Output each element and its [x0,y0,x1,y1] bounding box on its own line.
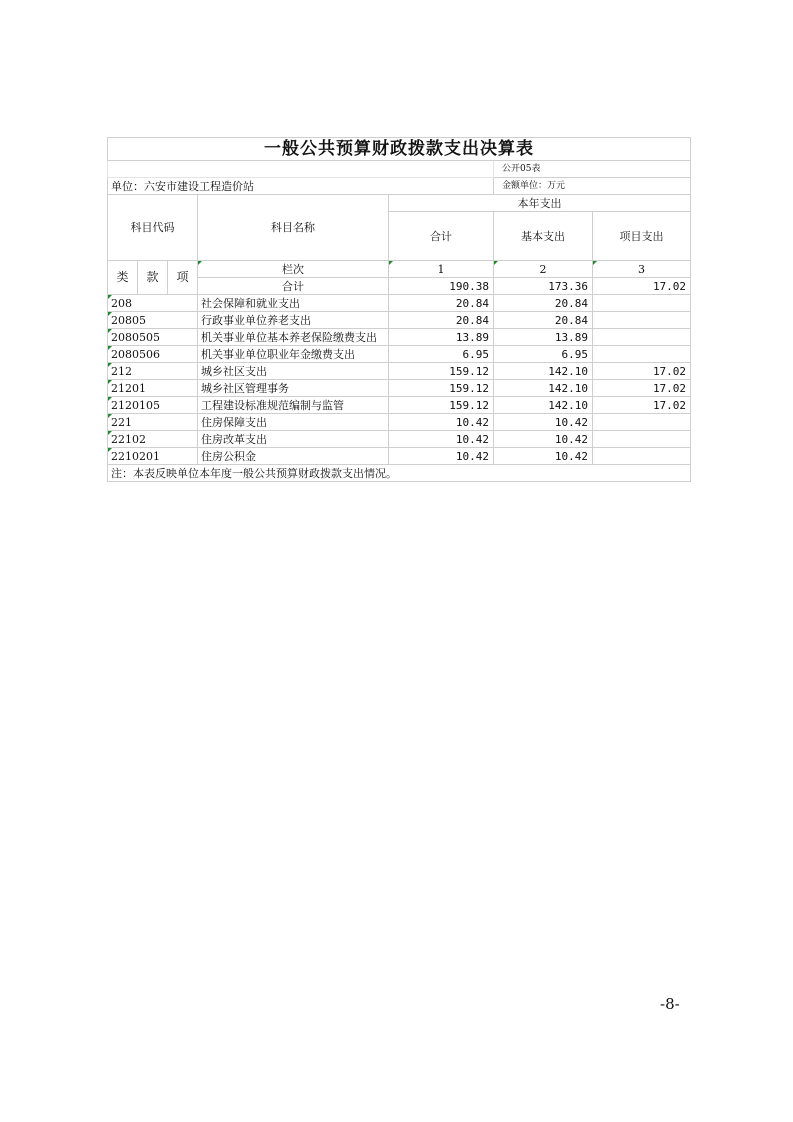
page-number: -8- [660,995,680,1013]
row-name: 机关事业单位职业年金缴费支出 [198,346,389,363]
row-code: 2080506 [108,346,198,363]
table-row [108,380,691,397]
row-basic: 20.84 [494,295,593,312]
budget-table [107,137,691,482]
row-basic: 10.42 [494,414,593,431]
header-col-1: 1 [389,261,494,278]
header-name: 科目名称 [198,195,389,261]
row-name: 城乡社区支出 [198,363,389,380]
row-name: 社会保障和就业支出 [198,295,389,312]
row-basic: 142.10 [494,363,593,380]
row-code: 20805 [108,312,198,329]
row-basic: 142.10 [494,380,593,397]
row-total: 159.12 [389,363,494,380]
row-code: 2210201 [108,448,198,465]
header-col-2: 2 [494,261,593,278]
table-title: 一般公共预算财政拨款支出决算表 [108,138,691,161]
row-project: 17.02 [593,363,691,380]
row-project [593,295,691,312]
row-code: 22102 [108,431,198,448]
table-row [108,363,691,380]
row-code: 2080505 [108,329,198,346]
header-total: 合计 [389,212,494,261]
unit-label: 单位：六安市建设工程造价站 [108,178,494,195]
header-col-3: 3 [593,261,691,278]
table-row [108,346,691,363]
row-project [593,431,691,448]
row-basic: 20.84 [494,312,593,329]
header-kuan: 款 [138,261,168,295]
summary-project: 17.02 [593,278,691,295]
row-project [593,329,691,346]
row-name: 住房改革支出 [198,431,389,448]
form-code: 公开05表 [494,161,691,178]
summary-basic: 173.36 [494,278,593,295]
row-basic: 13.89 [494,329,593,346]
table-row [108,397,691,414]
table-row [108,414,691,431]
table-row [108,329,691,346]
row-code: 212 [108,363,198,380]
row-basic: 142.10 [494,397,593,414]
row-basic: 10.42 [494,448,593,465]
summary-total: 190.38 [389,278,494,295]
row-total: 6.95 [389,346,494,363]
row-project [593,312,691,329]
table-row [108,312,691,329]
blank-cell [108,161,494,178]
table-row [108,448,691,465]
row-name: 机关事业单位基本养老保险缴费支出 [198,329,389,346]
header-project: 项目支出 [593,212,691,261]
row-project [593,414,691,431]
table-body-rows [108,295,691,465]
row-name: 住房保障支出 [198,414,389,431]
row-total: 159.12 [389,380,494,397]
header-this-year: 本年支出 [389,195,691,212]
row-total: 20.84 [389,295,494,312]
row-total: 10.42 [389,414,494,431]
row-total: 10.42 [389,448,494,465]
row-project [593,448,691,465]
amount-unit: 金额单位：万元 [494,178,691,195]
row-code: 2120105 [108,397,198,414]
row-code: 221 [108,414,198,431]
header-basic: 基本支出 [494,212,593,261]
table-note: 注：本表反映单位本年度一般公共预算财政拨款支出情况。 [108,465,691,482]
header-code: 科目代码 [108,195,198,261]
row-total: 13.89 [389,329,494,346]
row-name: 工程建设标准规范编制与监管 [198,397,389,414]
table-row [108,295,691,312]
budget-table-sheet [107,137,690,482]
row-code: 208 [108,295,198,312]
row-total: 10.42 [389,431,494,448]
row-total: 20.84 [389,312,494,329]
table-row [108,431,691,448]
header-xiang: 项 [168,261,198,295]
header-lei: 类 [108,261,138,295]
header-column-no: 栏次 [198,261,389,278]
row-basic: 10.42 [494,431,593,448]
row-name: 住房公积金 [198,448,389,465]
row-total: 159.12 [389,397,494,414]
row-code: 21201 [108,380,198,397]
row-project: 17.02 [593,380,691,397]
summary-label: 合计 [198,278,389,295]
row-name: 城乡社区管理事务 [198,380,389,397]
row-project: 17.02 [593,397,691,414]
row-name: 行政事业单位养老支出 [198,312,389,329]
row-project [593,346,691,363]
row-basic: 6.95 [494,346,593,363]
